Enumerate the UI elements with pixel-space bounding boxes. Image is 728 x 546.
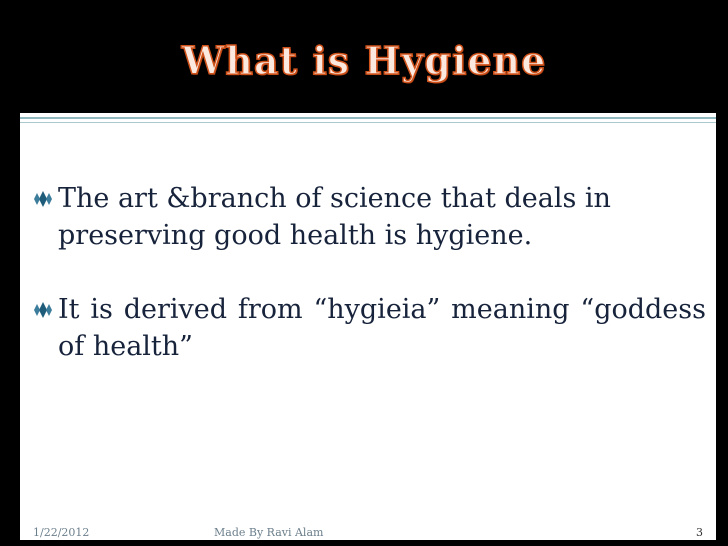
bullet-item xyxy=(30,291,706,365)
footer-date: 1/22/2012 xyxy=(33,526,90,539)
bullet-item xyxy=(30,180,706,254)
bullet-text: It is derived from “hygieia” meaning “goddess of health” xyxy=(58,294,706,362)
diamond-bullet-icon xyxy=(32,301,54,319)
title-bar xyxy=(0,0,728,113)
page-number: 3 xyxy=(696,526,703,539)
accent-line-bottom xyxy=(20,122,716,123)
accent-line-top xyxy=(20,117,716,119)
bullet-text: The art &branch of science that deals in preserving good health is hygiene. xyxy=(58,183,611,251)
bullet-list xyxy=(30,180,706,365)
footer-author: Made By Ravi Alam xyxy=(214,526,324,539)
slide-title: What is Hygiene xyxy=(181,38,547,83)
diamond-bullet-icon xyxy=(32,190,54,208)
